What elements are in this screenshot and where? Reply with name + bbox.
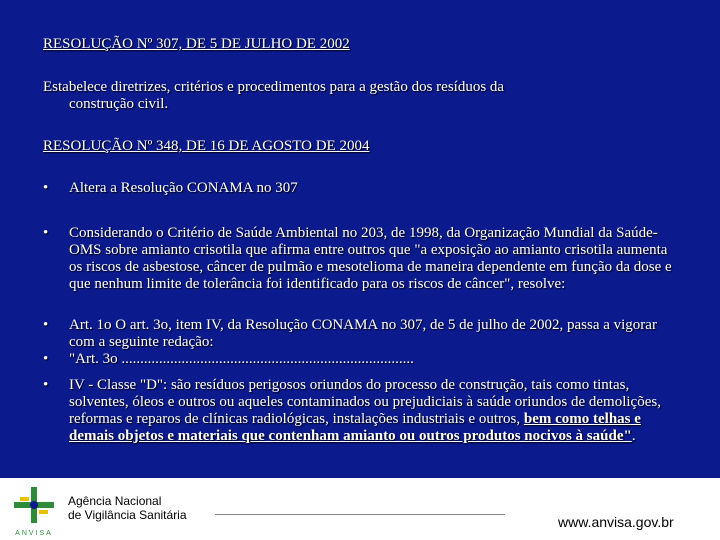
anvisa-cross-icon [14,487,54,523]
classe-d-end: . [631,428,636,444]
agency-name [68,494,187,522]
footer-divider [215,514,505,515]
bullet-considerando: Considerando o Critério de Saúde Ambiental no 203, de 1998, da Organização Mundial da Saúde-OMS sobre amianto crisotila que afirma entre outros que "a exposição ao amianto crisotila aumenta os riscos de asbestose, câncer de pulmão e mesotelioma de maneira dependente em função da dose e que nenhum limite de tolerância foi identificado para os riscos de câncer", resolve: [69,225,672,292]
bullet-altera: Altera a Resolução CONAMA no 307 [69,180,298,196]
bullet-marker: • [43,317,49,333]
bullet-marker: • [43,377,49,393]
bullet-marker: • [43,225,49,241]
resolution-307-description [43,79,683,113]
bullet-marker: • [43,180,49,196]
description-line-2: construção civil. [69,96,169,112]
resolution-307-title: RESOLUÇÃO Nº 307, DE 5 DE JULHO DE 2002 [43,36,350,52]
logo-text: ANVISA [15,530,53,537]
bullet-art-3: "Art. 3o .............................................................................. [69,351,414,367]
agency-line-2: de Vigilância Sanitária [68,508,187,522]
classe-d-emphasis: bem como telhas e demais objetos e materiais que contenham amianto ou outros produtos nocivos à saúde" [69,411,641,444]
description-line-1: Estabelece diretrizes, critérios e procedimentos para a gestão dos resíduos da [43,79,505,95]
resolution-348-title: RESOLUÇÃO Nº 348, DE 16 DE AGOSTO DE 2004 [43,138,370,154]
bullet-marker: • [43,351,49,367]
agency-line-1: Agência Nacional [68,494,162,508]
anvisa-logo [8,485,60,537]
classe-d-text: IV - Classe "D": são resíduos perigosos oriundos do processo de construção, tais como tintas, solventes, óleos e outros ou aqueles contaminados ou prejudiciais à saúde oriundos de demolições, reformas e reparos de clínicas radiológicas, instalações industriais e outros, [69,377,661,427]
website-url: www.anvisa.gov.br [558,514,674,530]
bullet-classe-d [69,377,681,445]
bullet-art-1: Art. 1o O art. 3o, item IV, da Resolução CONAMA no 307, de 5 de julho de 2002, passa a vigorar com a seguinte redação: [69,317,657,350]
